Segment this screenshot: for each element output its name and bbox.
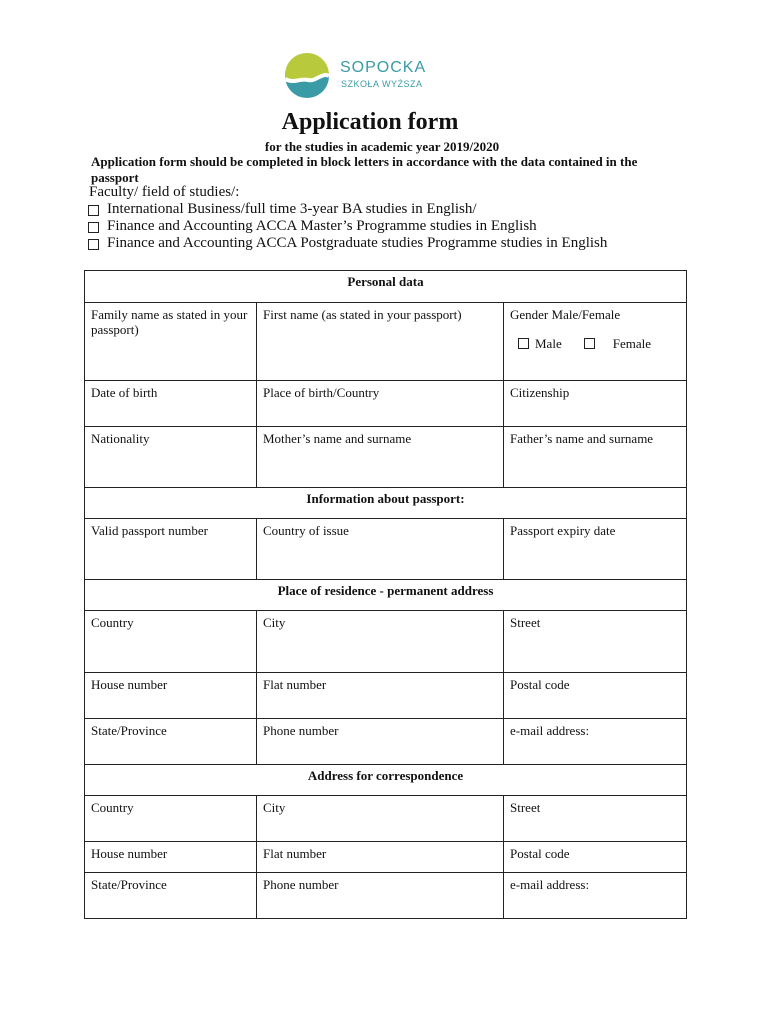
correspondence-street-field[interactable] (504, 796, 687, 842)
checkbox[interactable] (88, 205, 99, 216)
correspondence-email-field[interactable] (504, 873, 687, 919)
father-name-field[interactable] (504, 427, 687, 488)
correspondence-city-field[interactable] (257, 796, 504, 842)
field-label: First name (as stated in your passport) (263, 307, 462, 322)
correspondence-country-field[interactable] (85, 796, 257, 842)
place-of-birth-field[interactable] (257, 381, 504, 427)
correspondence-postal-code-field[interactable] (504, 842, 687, 873)
faculty-option-acca-postgraduate[interactable] (88, 235, 608, 252)
field-label: City (263, 800, 286, 815)
first-name-field[interactable] (257, 303, 504, 381)
logo-subtitle: SZKOŁA WYŻSZA (341, 79, 423, 89)
faculty-option-label: International Business/full time 3-year BA studies in English/ (107, 201, 477, 217)
field-label: e-mail address: (510, 723, 590, 738)
gender-options (518, 336, 680, 351)
field-label: Street (510, 800, 541, 815)
field-label: State/Province (91, 877, 167, 892)
field-label: Date of birth (91, 385, 158, 400)
male-label: Male (535, 336, 562, 351)
field-label: Country (91, 615, 134, 630)
field-label: Phone number (263, 723, 339, 738)
logo-emblem-icon (284, 53, 332, 99)
field-label: Valid passport number (91, 523, 208, 538)
field-label: City (263, 615, 286, 630)
field-label: Mother’s name and surname (263, 431, 412, 446)
form-instruction: Application form should be completed in block letters in accordance with the data contained in the passport (91, 154, 638, 185)
passport-number-field[interactable] (85, 519, 257, 580)
faculty-label: Faculty/ field of studies/: (89, 184, 240, 200)
residence-house-number-field[interactable] (85, 673, 257, 719)
page-title: Application form (281, 109, 459, 135)
checkbox[interactable] (88, 239, 99, 250)
logo-name: SOPOCKA (340, 59, 427, 76)
field-label: Street (510, 615, 541, 630)
section-heading-correspondence: Address for correspondence (85, 765, 687, 796)
field-label: Flat number (263, 846, 327, 861)
residence-phone-field[interactable] (257, 719, 504, 765)
field-label: House number (91, 846, 168, 861)
family-name-field[interactable] (85, 303, 257, 381)
date-of-birth-field[interactable] (85, 381, 257, 427)
male-checkbox[interactable] (518, 338, 529, 349)
nationality-field[interactable] (85, 427, 257, 488)
field-label: Postal code (510, 846, 570, 861)
section-heading-passport: Information about passport: (85, 488, 687, 519)
citizenship-field[interactable] (504, 381, 687, 427)
field-label: Place of birth/Country (263, 385, 380, 400)
section-heading-residence: Place of residence - permanent address (85, 580, 687, 611)
residence-street-field[interactable] (504, 611, 687, 673)
section-heading-personal-data: Personal data (85, 271, 687, 303)
field-label: State/Province (91, 723, 167, 738)
application-table (84, 270, 687, 919)
correspondence-flat-number-field[interactable] (257, 842, 504, 873)
field-label: Passport expiry date (510, 523, 616, 538)
correspondence-phone-field[interactable] (257, 873, 504, 919)
field-label: Country of issue (263, 523, 349, 538)
field-label: Father’s name and surname (510, 431, 654, 446)
passport-expiry-field[interactable] (504, 519, 687, 580)
faculty-option-label: Finance and Accounting ACCA Master’s Programme studies in English (107, 218, 537, 234)
gender-field (504, 303, 687, 381)
correspondence-state-field[interactable] (85, 873, 257, 919)
residence-state-field[interactable] (85, 719, 257, 765)
field-label: Postal code (510, 677, 570, 692)
residence-email-field[interactable] (504, 719, 687, 765)
country-of-issue-field[interactable] (257, 519, 504, 580)
female-label: Female (612, 336, 651, 351)
female-checkbox[interactable] (584, 338, 595, 349)
school-logo (284, 53, 434, 99)
field-label: Flat number (263, 677, 327, 692)
checkbox[interactable] (88, 222, 99, 233)
field-label: e-mail address: (510, 877, 590, 892)
residence-flat-number-field[interactable] (257, 673, 504, 719)
field-label: Country (91, 800, 134, 815)
field-label: Nationality (91, 431, 150, 446)
field-label: Phone number (263, 877, 339, 892)
field-label: Citizenship (510, 385, 570, 400)
faculty-option-acca-masters[interactable] (88, 218, 608, 235)
faculty-option-international-business[interactable] (88, 201, 608, 218)
residence-postal-code-field[interactable] (504, 673, 687, 719)
faculty-option-label: Finance and Accounting ACCA Postgraduate studies Programme studies in English (107, 235, 608, 251)
field-label: Family name as stated in your passport) (91, 307, 248, 337)
mother-name-field[interactable] (257, 427, 504, 488)
correspondence-house-number-field[interactable] (85, 842, 257, 873)
academic-year-subtitle: for the studies in academic year 2019/2020 (264, 139, 500, 154)
residence-country-field[interactable] (85, 611, 257, 673)
residence-city-field[interactable] (257, 611, 504, 673)
field-label: House number (91, 677, 168, 692)
field-label: Gender Male/Female (510, 307, 621, 322)
